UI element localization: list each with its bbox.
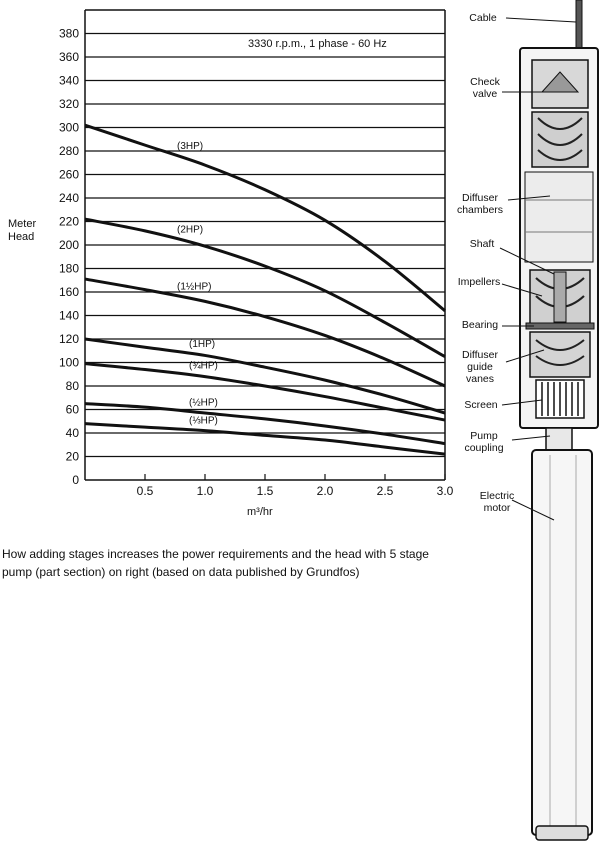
- x-tick-0.5: 0.5: [136, 484, 154, 498]
- y-axis-label-line-1: Meter: [8, 218, 37, 230]
- x-tick-3.0: 3.0: [436, 484, 454, 498]
- curve-label-4: (¾HP): [189, 360, 218, 372]
- x-tick-2.5: 2.5: [376, 484, 394, 498]
- cable-shape: [576, 0, 582, 50]
- x-axis-label: m³/hr: [247, 506, 273, 518]
- bearing-shape: [526, 323, 594, 329]
- label-electric-motor: Electric motor: [479, 490, 515, 514]
- curve-label-2: (1½HP): [177, 281, 212, 293]
- curve-series-6: [85, 424, 445, 455]
- electric-motor-shape: [532, 450, 592, 835]
- y-tick-180: 180: [58, 261, 79, 276]
- label-cable: Cable: [469, 12, 497, 24]
- x-tick-1.0: 1.0: [196, 484, 214, 498]
- curve-series-3: [85, 339, 445, 413]
- diffuser-chambers-section: [525, 172, 593, 262]
- label-shaft: Shaft: [469, 238, 495, 250]
- y-tick-120: 120: [58, 332, 79, 346]
- figure-caption: How adding stages increases the power requirements and the head with 5 stage pump (part section) on right (based on data published by Grundfos): [2, 547, 429, 579]
- y-tick-160: 160: [58, 285, 79, 299]
- curve-series-4: [85, 364, 445, 420]
- y-tick-260: 260: [58, 167, 79, 182]
- label-diffuser-chambers: Diffuser chambers: [456, 192, 504, 216]
- y-tick-60: 60: [65, 402, 79, 417]
- y-tick-0: 0: [72, 473, 79, 487]
- y-axis-label-line-2: Head: [8, 231, 35, 243]
- grid-lines: [85, 34, 445, 457]
- y-tick-labels: [59, 27, 79, 488]
- x-tick-1.5: 1.5: [256, 484, 274, 498]
- curve-series-0: [85, 125, 445, 311]
- y-tick-240: 240: [58, 191, 79, 205]
- y-tick-300: 300: [58, 120, 79, 135]
- y-tick-200: 200: [58, 238, 79, 252]
- y-tick-220: 220: [58, 214, 79, 229]
- y-tick-320: 320: [58, 97, 79, 111]
- curve-label-1: (2HP): [177, 224, 204, 236]
- guide-vanes-section: [530, 332, 590, 377]
- y-tick-40: 40: [65, 426, 79, 440]
- x-tick-2.0: 2.0: [316, 484, 334, 498]
- curve-label-5: (½HP): [189, 397, 218, 409]
- submersible-pump-illustration: [450, 0, 600, 847]
- curve-label-0: (3HP): [177, 141, 204, 153]
- y-axis-label: [8, 218, 36, 244]
- y-tick-380: 380: [58, 26, 79, 41]
- y-tick-20: 20: [65, 449, 79, 464]
- curve-label-6: (⅓HP): [189, 415, 218, 427]
- y-tick-140: 140: [58, 308, 79, 323]
- y-tick-340: 340: [58, 73, 79, 88]
- label-screen: Screen: [464, 399, 498, 411]
- label-check-valve: Check valve: [470, 76, 500, 100]
- y-tick-100: 100: [58, 355, 79, 370]
- y-tick-280: 280: [58, 144, 79, 158]
- label-bearing: Bearing: [461, 319, 499, 331]
- label-diffuser-guide-vanes: Diffuser guide vanes: [462, 349, 498, 385]
- curve-label-3: (1HP): [189, 338, 216, 350]
- y-tick-80: 80: [65, 379, 79, 393]
- operating-conditions-note: 3330 r.p.m., 1 phase - 60 Hz: [248, 38, 387, 50]
- pump-head-chart: [0, 0, 470, 530]
- curve-labels: [177, 141, 218, 426]
- label-pump-coupling: Pump coupling: [464, 430, 504, 454]
- x-tick-labels: [137, 484, 454, 498]
- label-impellers: Impellers: [457, 276, 501, 288]
- y-tick-360: 360: [58, 50, 79, 64]
